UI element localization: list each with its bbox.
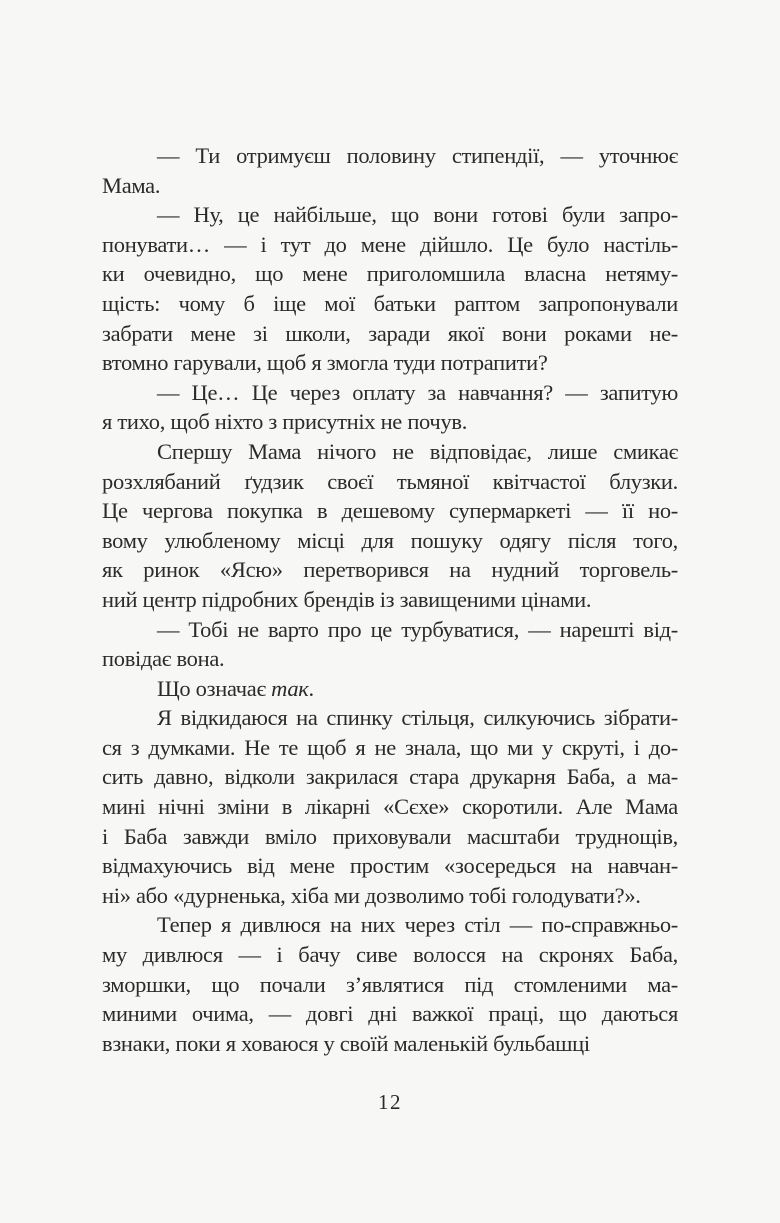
text-line	[102, 615, 678, 645]
text-line	[102, 940, 678, 970]
text-line	[102, 496, 678, 526]
paragraph	[102, 703, 678, 910]
paragraph	[102, 674, 678, 704]
text-segment: ні» або «дурненька, хіба ми дозволимо тобі голодувати?».	[102, 882, 641, 908]
text-segment: ся з думками. Не те щоб я не знала, що ми у скруті, і до-	[102, 734, 678, 760]
text-segment: зморшки, що почали з’являтися під стомленими ма-	[102, 971, 678, 997]
text-segment: мині нічні зміни в лікарні «Сєхе» скоротили. Але Мама	[102, 794, 678, 820]
text-line	[102, 762, 678, 792]
text-segment: Спершу Мама нічого не відповідає, лише смикає	[157, 438, 678, 464]
text-line	[102, 674, 678, 704]
text-segment: — Це… Це через оплату за навчання? — запитую	[157, 379, 678, 405]
text-segment: Я відкидаюся на спинку стільця, силкуючись зібрати-	[157, 705, 678, 731]
paragraph	[102, 200, 678, 378]
text-segment: забрати мене зі школи, заради якої вони роками не-	[102, 320, 678, 346]
text-line	[102, 585, 678, 615]
paragraph	[102, 910, 678, 1058]
text-segment: сить давно, відколи закрилася стара друкарня Баба, а ма-	[102, 764, 678, 790]
text-line	[102, 851, 678, 881]
text-line	[102, 526, 678, 556]
text-segment: вому улюбленому місці для пошуку одягу після того,	[102, 527, 678, 553]
text-line	[102, 319, 678, 349]
text-segment: щість: чому б іще мої батьки раптом запропонували	[102, 290, 678, 316]
text-line	[102, 348, 678, 378]
text-segment: я тихо, щоб ніхто з присутніх не почув.	[102, 409, 468, 435]
text-line	[102, 378, 678, 408]
text-segment: втомно гарували, щоб я змогла туди потрапити?	[102, 350, 548, 376]
text-segment: — Ти отримуєш половину стипендії, — уточнює	[157, 143, 678, 168]
text-line	[102, 999, 678, 1029]
text-line	[102, 259, 678, 289]
text-line	[102, 970, 678, 1000]
paragraph	[102, 437, 678, 615]
text-segment: повідає вона.	[102, 646, 225, 672]
text-segment: як ринок «Ясю» перетворився на нудний торговель-	[102, 557, 678, 583]
text-segment: Що означає	[157, 675, 272, 701]
text-line	[102, 703, 678, 733]
text-line	[102, 1029, 678, 1059]
text-line	[102, 822, 678, 852]
text-segment: і Баба завжди вміло приховували масштаби труднощів,	[102, 823, 678, 849]
text-segment: понувати… — і тут до мене дійшло. Це було настіль-	[102, 231, 678, 257]
page-number: 12	[378, 1090, 402, 1114]
text-line	[102, 733, 678, 763]
paragraph	[102, 615, 678, 674]
text-line	[102, 141, 678, 171]
italic-text: так	[271, 675, 309, 701]
text-line	[102, 407, 678, 437]
text-segment: .	[308, 675, 314, 701]
text-line	[102, 171, 678, 201]
paragraph	[102, 378, 678, 437]
text-line	[102, 230, 678, 260]
text-segment: — Тобі не варто про це турбуватися, — нарешті від-	[157, 616, 678, 642]
text-line	[102, 910, 678, 940]
text-line	[102, 555, 678, 585]
text-segment: миними очима, — довгі дні важкої праці, що даються	[102, 1001, 678, 1027]
text-line	[102, 289, 678, 319]
text-line	[102, 200, 678, 230]
text-segment: ний центр підробних брендів із завищеними цінами.	[102, 586, 592, 612]
text-line	[102, 437, 678, 467]
text-segment: відмахуючись від мене простим «зосередься на навчан-	[102, 853, 678, 879]
text-block	[102, 141, 678, 1058]
text-segment: взнаки, поки я ховаюся у своїй маленькій бульбашці	[102, 1030, 590, 1056]
text-segment: ки очевидно, що мене приголомшила власна нетяму-	[102, 261, 678, 287]
text-segment: Тепер я дивлюся на них через стіл — по-справжньо-	[157, 912, 678, 938]
text-line	[102, 644, 678, 674]
text-segment: му дивлюся — і бачу сиве волосся на скронях Баба,	[102, 942, 678, 968]
text-segment: Це чергова покупка в дешевому супермаркеті — її но-	[102, 498, 678, 524]
text-segment: Мама.	[102, 172, 161, 198]
text-line	[102, 792, 678, 822]
text-segment: — Ну, це найбільше, що вони готові були запро-	[157, 202, 678, 228]
text-line	[102, 881, 678, 911]
text-segment: розхлябаний ґудзик своєї тьмяної квітчастої блузки.	[102, 468, 678, 494]
text-line	[102, 467, 678, 497]
paragraph	[102, 141, 678, 200]
